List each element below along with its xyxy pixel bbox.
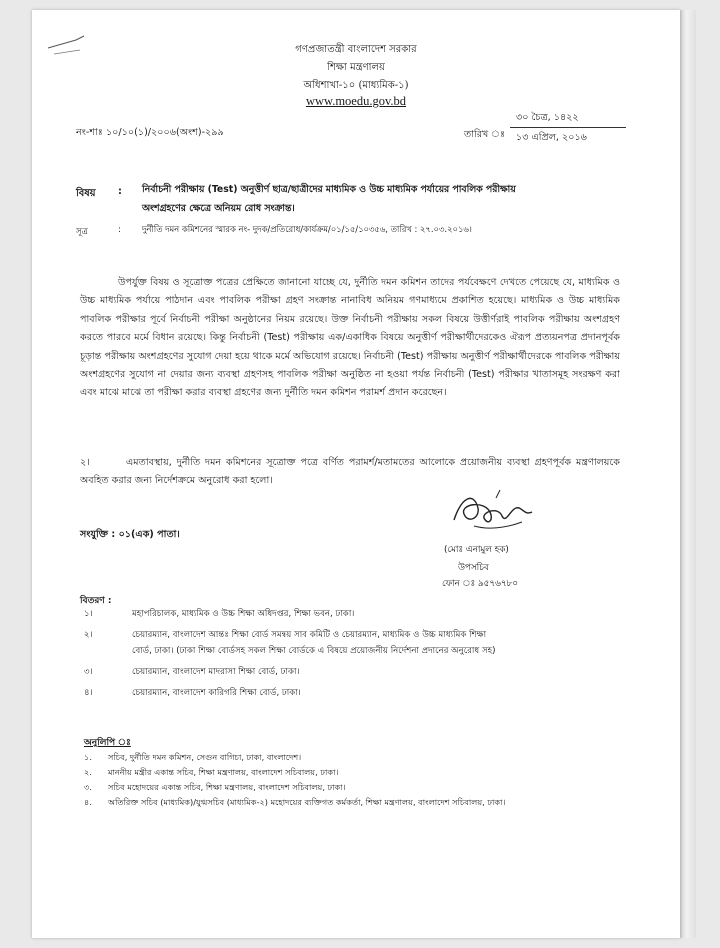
signature-icon <box>444 486 540 538</box>
reference-label: সূত্র <box>76 227 88 237</box>
copy-item-text: সচিব মহোদয়ের একান্ত সচিব, শিক্ষা মন্ত্রণালয়, বাংলাদেশ সচিবালয়, ঢাকা। <box>108 782 346 792</box>
date-english: ১৩ এপ্রিল, ২০১৬ <box>516 132 587 143</box>
paragraph-2-text: এমতাবস্থায়, দুর্নীতি দমন কমিশনের সূত্রোক্ত পত্রে বর্ণিত পরামর্শ/মতামতের আলোকে প্রয়োজনীয় ব্যবস্থা গ্রহণপূর্বক মন্ত্রণালয়কে অবহিত করার জন্য নির্দেশক্রমে অনুরোধ করা হলো। <box>80 457 620 487</box>
ministry-name: শিক্ষা মন্ত্রণালয় <box>327 62 385 73</box>
document-page <box>32 10 680 938</box>
distribution-item-number: ৪। <box>84 688 93 698</box>
copy-item-text: সচিব, দুর্নীতি দমন কমিশন, সেগুন বাগিচা, ঢাকা, বাংলাদেশ। <box>108 752 302 762</box>
signatory-name: (মোঃ এনামুল হক) <box>444 545 509 555</box>
date-label: তারিখ ঃ <box>464 129 506 140</box>
date-bangla: ৩০ চৈত্র, ১৪২২ <box>516 112 579 123</box>
website-link[interactable]: www.moedu.gov.bd <box>305 94 407 108</box>
distribution-item-text: চেয়ারম্যান, বাংলাদেশ কারিগরি শিক্ষা বোর্ড, ঢাকা। <box>132 688 301 698</box>
attachment-note: সংযুক্তি : ০১(এক) পাতা। <box>80 529 180 540</box>
paragraph-2-number: ২। <box>80 457 90 468</box>
distribution-item-text: বোর্ড, ঢাকা। (ঢাকা শিক্ষা বোর্ডসহ সকল শিক্ষা বোর্ডকে এ বিষয়ে প্রয়োজনীয় নির্দেশনা প্রদানের অনুরোধ সহ) <box>132 646 496 656</box>
date-divider <box>510 127 626 128</box>
distribution-item-text: চেয়ারম্যান, বাংলাদেশ আন্তঃ শিক্ষা বোর্ড সমন্বয় সাব কমিটি ও চেয়ারম্যান, মাধ্যমিক ও উচ্চ মাধ্যমিক শিক্ষা <box>132 630 487 640</box>
distribution-item-text: মহাপরিচালক, মাধ্যমিক ও উচ্চ শিক্ষা অধিদপ্তর, শিক্ষা ভবন, ঢাকা। <box>132 609 355 619</box>
subject-line-1: নির্বাচনী পরীক্ষায় (Test) অনুত্তীর্ণ ছাত্র/ছাত্রীদের মাধ্যমিক ও উচ্চ মাধ্যমিক পর্যায়ের পাবলিক পরীক্ষায় <box>142 184 516 195</box>
memo-number: নং-শাঃ ১০/১০(১)/২০০৬(অংশ)-২৯৯ <box>76 127 224 138</box>
distribution-item-number: ৩। <box>84 667 93 677</box>
scan-edge-shadow <box>680 10 696 938</box>
distribution-item-text: চেয়ারম্যান, বাংলাদেশ মাদরাসা শিক্ষা বোর্ড, ঢাকা। <box>132 667 300 677</box>
subject-label: বিষয় <box>76 188 96 199</box>
distribution-item-number: ২। <box>84 630 93 640</box>
branch-name: অধিশাখা-১০ (মাধ্যমিক-১) <box>303 80 409 91</box>
copy-item-number: ৩. <box>84 782 92 792</box>
copy-item-number: ২. <box>84 767 92 777</box>
copy-item-number: ৪. <box>84 797 92 807</box>
copy-item-number: ১. <box>84 752 92 762</box>
copies-heading: অনুলিপি ঃ <box>84 738 131 748</box>
distribution-heading: বিতরণ : <box>80 596 112 606</box>
reference-text: দুর্নীতি দমন কমিশনের স্মারক নং- দুদক/প্রতিরোধ/কার্যক্রম/০১/১৫/১০৩৫৬, তারিখ : ২৭.০৩.২০১৬। <box>142 224 472 234</box>
reference-colon: : <box>118 225 121 235</box>
subject-colon: : <box>118 186 122 197</box>
copy-item-text: অতিরিক্ত সচিব (মাধ্যমিক)/যুগ্মসচিব (মাধ্যমিক-২) মহোদয়ের ব্যক্তিগত কর্মকর্তা, শিক্ষা মন্ত্রণালয়, বাংলাদেশ সচিবালয়, ঢাকা। <box>108 797 506 807</box>
signatory-phone: ফোন ঃ ৯৫৭৬৭৮০ <box>442 579 518 589</box>
government-name: গণপ্রজাতন্ত্রী বাংলাদেশ সরকার <box>295 44 417 55</box>
signatory-title: উপসচিব <box>458 563 489 573</box>
copy-item-text: মাননীয় মন্ত্রীর একান্ত সচিব, শিক্ষা মন্ত্রণালয়, বাংলাদেশ সচিবালয়, ঢাকা। <box>108 767 339 777</box>
paragraph-1: উপর্যুক্ত বিষয় ও সূত্রোক্ত পত্রের প্রেক্ষিতে জানানো যাচ্ছে যে, দুর্নীতি দমন কমিশন তাদের পর্যবেক্ষণে দেখতে পেয়েছে যে, মাধ্যমিক ও উচ্চ মাধ্যমিক পর্যায়ে পাঠদান এবং পাবলিক পরীক্ষা গ্রহণ সংক্রান্ত নানাবিধ অনিয়ম গণমাধ্যমে প্রকাশিত হয়েছে। মাধ্যমিক ও উচ্চ মাধ্যমিক পাবলিক পরীক্ষার পূর্বে নির্বাচনী পরীক্ষা অনুষ্ঠানের নিয়ম রয়েছে। উক্ত নির্বাচনী পরীক্ষায় সকল বিষয়ে উত্তীর্ণরাই পাবলিক পরীক্ষায় অংশগ্রহণ করতে পারবে মর্মে বিধান রয়েছে। কিন্তু নির্বাচনী (Test) পরীক্ষায় এক/একাধিক বিষয়ে অনুত্তীর্ণ পরীক্ষার্থীদেরকেও ঐরূপ প্রত্যয়নপত্র প্রদানপূর্বক চূড়ান্ত পরীক্ষায় অংশগ্রহণের সুযোগ দেয়া হয়ে থাকে মর্মে অভিযোগ রয়েছে। নির্বাচনী (Test) পরীক্ষায় অনুত্তীর্ণ পরীক্ষার্থীদেরকে পাবলিক পরীক্ষায় অংশগ্রহণের সুযোগ না দেয়ার জন্য ব্যবস্থা গ্রহণসহ পাবলিক পরীক্ষা অনুষ্ঠিত না হওয়া পর্যন্ত নির্বাচনী (Test) পরীক্ষার খাতাসমূহ সংরক্ষণ করা এবং মাঝে মাঝে তা পরীক্ষা করার ব্যবস্থা গ্রহণের জন্য দুর্নীতি দমন কমিশন পরামর্শ প্রদান করেছেন। <box>80 277 620 399</box>
distribution-item-number: ১। <box>84 609 93 619</box>
subject-line-2: অংশগ্রহণের ক্ষেত্রে অনিয়ম রোধ সংক্রান্ত। <box>142 203 295 214</box>
